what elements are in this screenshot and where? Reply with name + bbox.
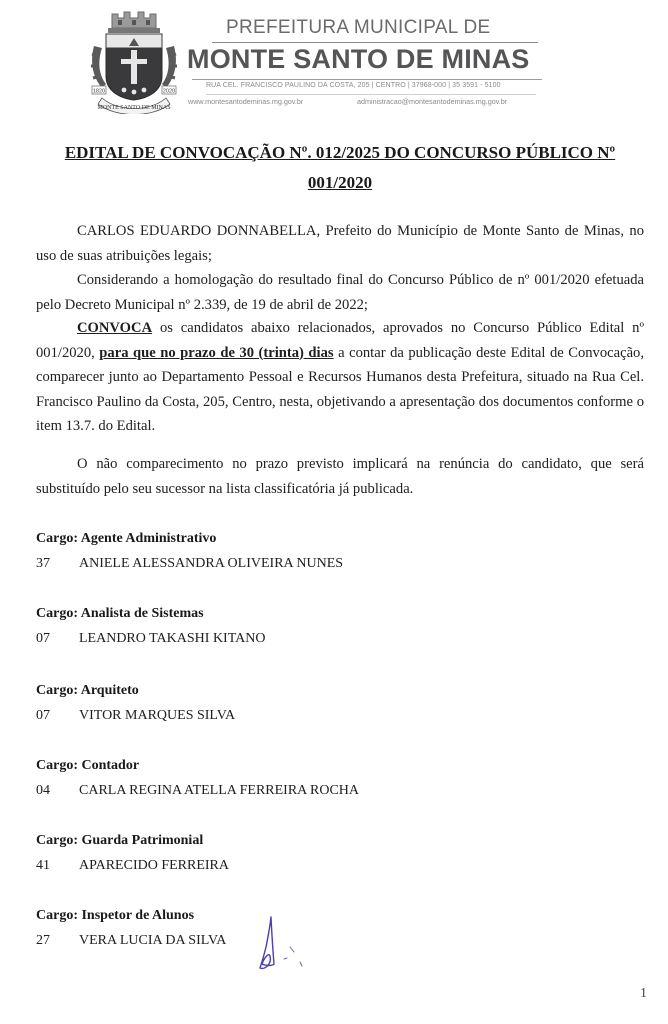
page-number: 1 bbox=[640, 986, 647, 1001]
cargo-heading: Cargo: Guarda Patrimonial bbox=[36, 833, 204, 848]
candidate-name: VITOR MARQUES SILVA bbox=[79, 708, 236, 723]
cargo-heading: Cargo: Agente Administrativo bbox=[36, 531, 217, 546]
candidate-number: 27 bbox=[36, 933, 50, 948]
svg-text:2020: 2020 bbox=[162, 88, 176, 95]
signature-icon bbox=[250, 912, 310, 977]
candidate-number: 04 bbox=[36, 783, 50, 798]
svg-text:MONTE SANTO DE MINAS: MONTE SANTO DE MINAS bbox=[97, 105, 171, 111]
svg-text:1820: 1820 bbox=[92, 88, 106, 95]
paragraph-text: Considerando a homologação do resultado final do Concurso Público de nº 001/2020 efetuada pelo Decreto Municipal nº 2.339, de 19 de abril de 2022; bbox=[36, 272, 644, 313]
letterhead-address: RUA CEL. FRANCISCO PAULINO DA COSTA, 205 | CENTRO | 37968-000 | 35 3591 - 5100 bbox=[206, 82, 501, 89]
candidate-name: CARLA REGINA ATELLA FERREIRA ROCHA bbox=[79, 783, 360, 798]
candidate-name: VERA LUCIA DA SILVA bbox=[79, 933, 227, 948]
cargo-heading: Cargo: Contador bbox=[36, 758, 140, 773]
paragraph-non-attendance bbox=[36, 452, 644, 501]
candidate-number: 37 bbox=[36, 556, 50, 571]
convoca-emphasis: CONVOCA bbox=[77, 320, 153, 336]
paragraph-considering bbox=[36, 268, 644, 317]
candidate-number: 07 bbox=[36, 708, 50, 723]
candidate-name: APARECIDO FERREIRA bbox=[79, 858, 230, 873]
document-title: EDITAL DE CONVOCAÇÃO Nº. 012/2025 DO CONCURSO PÚBLICO Nº bbox=[64, 143, 616, 162]
letterhead-email: administracao@montesantodeminas.mg.gov.br bbox=[357, 97, 508, 106]
letterhead-subtitle: PREFEITURA MUNICIPAL DE bbox=[226, 17, 491, 38]
deadline-emphasis: para que no prazo de 30 (trinta) dias bbox=[99, 344, 334, 361]
paragraph-text: CARLOS EDUARDO DONNABELLA, Prefeito do Município de Monte Santo de Minas, no uso de suas atribuições legais; bbox=[36, 223, 644, 264]
letterhead-website: www.montesantodeminas.mg.gov.br bbox=[188, 97, 304, 106]
candidate-number: 41 bbox=[36, 858, 50, 873]
paragraph-mayor bbox=[36, 219, 644, 268]
letterhead-divider bbox=[212, 42, 538, 43]
cargo-heading: Cargo: Arquiteto bbox=[36, 683, 139, 698]
candidate-number: 07 bbox=[36, 631, 50, 646]
letterhead-title: MONTE SANTO DE MINAS bbox=[187, 44, 530, 74]
candidate-name: LEANDRO TAKASHI KITANO bbox=[79, 631, 266, 646]
letterhead-divider bbox=[192, 79, 542, 80]
coat-of-arms-icon bbox=[88, 6, 180, 114]
paragraph-text: os candidatos abaixo relacionados, aprovados no Concurso Público Edital nº 001/2020, bbox=[36, 320, 644, 361]
paragraph-text: O não comparecimento no prazo previsto implicará na renúncia do candidato, que será substituído pelo seu sucessor na lista classificatória já publicada. bbox=[36, 456, 644, 497]
letterhead-divider bbox=[206, 94, 536, 95]
cargo-heading: Cargo: Inspetor de Alunos bbox=[36, 908, 195, 923]
candidate-name: ANIELE ALESSANDRA OLIVEIRA NUNES bbox=[79, 556, 344, 571]
paragraph-text: a contar da publicação deste Edital de Convocação, comparecer junto ao Departamento Pessoal e Recursos Humanos desta Prefeitura, situado na Rua Cel. Francisco Paulino da Costa, 205, Centro, nesta, objetivando a apresentação dos documentos conforme o item 13.7. do Edital. bbox=[36, 344, 645, 435]
paragraph-convoca bbox=[36, 316, 644, 439]
cargo-heading: Cargo: Analista de Sistemas bbox=[36, 606, 204, 621]
document-title-continued: 001/2020 bbox=[307, 173, 373, 192]
